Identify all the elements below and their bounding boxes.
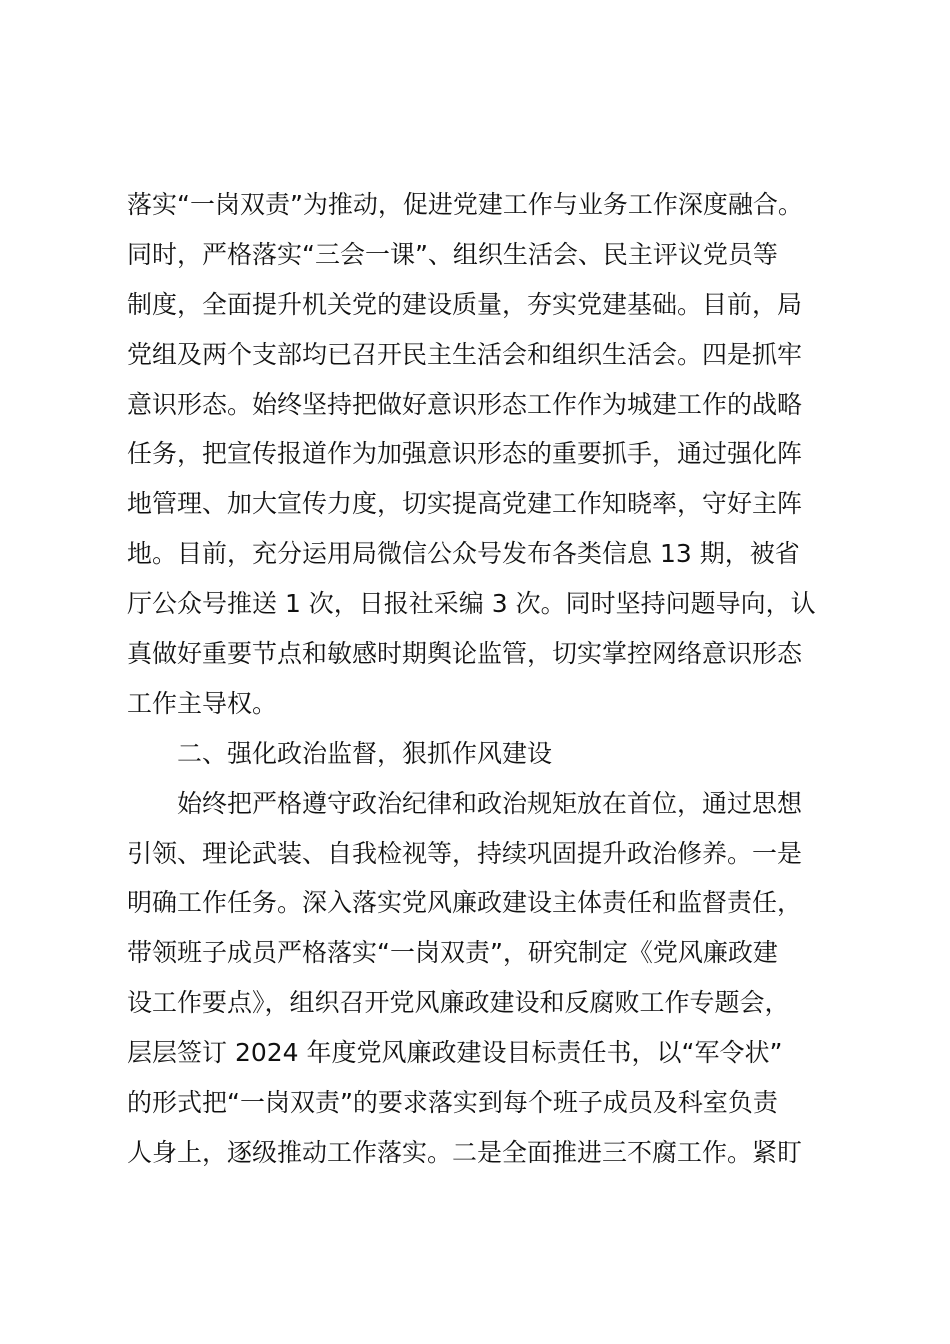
section-heading: 二、强化政治监督，狠抓作风建设 bbox=[177, 738, 553, 768]
text-line: 厅公众号推送 1 次，日报社采编 3 次。同时坚持问题导向，认 bbox=[127, 589, 816, 619]
text-line: 带领班子成员严格落实“一岗双责”，研究制定《党风廉政建 bbox=[127, 938, 778, 968]
text-line: 工作主导权。 bbox=[127, 688, 278, 718]
document-body bbox=[127, 180, 847, 1178]
text-line: 引领、理论武装、自我检视等，持续巩固提升政治修养。一是 bbox=[127, 838, 803, 868]
text-line: 人身上，逐级推动工作落实。二是全面推进三不腐工作。紧盯 bbox=[127, 1137, 803, 1167]
text-line: 意识形态。始终坚持把做好意识形态工作作为城建工作的战略 bbox=[127, 389, 803, 419]
text-line: 同时，严格落实“三会一课”、组织生活会、民主评议党员等 bbox=[127, 239, 778, 269]
text-line: 设工作要点》，组织召开党风廉政建设和反腐败工作专题会， bbox=[127, 988, 790, 1018]
text-line: 层层签订 2024 年度党风廉政建设目标责任书，以“军令状” bbox=[127, 1038, 783, 1068]
text-line: 制度，全面提升机关党的建设质量，夯实党建基础。目前，局 bbox=[127, 289, 803, 319]
text-line: 明确工作任务。深入落实党风廉政建设主体责任和监督责任， bbox=[127, 888, 803, 918]
text-line: 真做好重要节点和敏感时期舆论监管，切实掌控网络意识形态 bbox=[127, 639, 803, 669]
text-line: 落实“一岗双责”为推动，促进党建工作与业务工作深度融合。 bbox=[127, 190, 803, 219]
text-line: 地管理、加大宣传力度，切实提高党建工作知晓率，守好主阵 bbox=[127, 489, 803, 519]
text-line: 始终把严格遵守政治纪律和政治规矩放在首位，通过思想 bbox=[177, 788, 803, 818]
text-line: 地。目前，充分运用局微信公众号发布各类信息 13 期，被省 bbox=[127, 539, 800, 569]
text-line: 任务，把宣传报道作为加强意识形态的重要抓手，通过强化阵 bbox=[127, 439, 803, 469]
text-line: 党组及两个支部均已召开民主生活会和组织生活会。四是抓牢 bbox=[127, 339, 803, 369]
text-line: 的形式把“一岗双责”的要求落实到每个班子成员及科室负责 bbox=[127, 1088, 778, 1118]
